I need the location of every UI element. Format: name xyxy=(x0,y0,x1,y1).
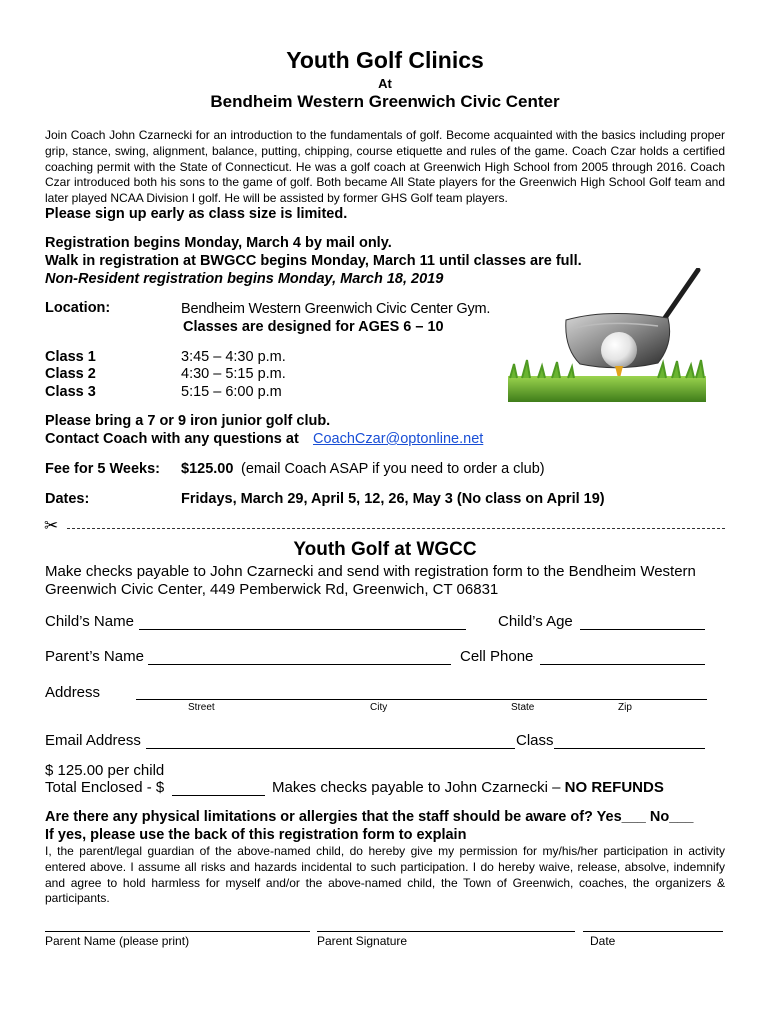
address-city-caption: City xyxy=(370,702,388,713)
child-name-field[interactable] xyxy=(139,629,466,630)
child-age-field[interactable] xyxy=(580,629,705,630)
payable-text: Makes checks payable to John Czarnecki – xyxy=(272,779,561,796)
scissors-icon: ✂ xyxy=(44,516,59,535)
payable-note xyxy=(272,779,664,796)
class-time: 4:30 – 5:15 p.m. xyxy=(181,366,286,382)
parent-name-field[interactable] xyxy=(148,664,451,665)
location-label: Location: xyxy=(45,300,111,316)
form-checks-line: Make checks payable to John Czarnecki and send with registration form to the Bendheim Western xyxy=(45,563,696,580)
cell-phone-field[interactable] xyxy=(540,664,705,665)
location-ages: Classes are designed for AGES 6 – 10 xyxy=(183,319,444,335)
class-time: 5:15 – 6:00 p.m xyxy=(181,384,282,400)
location-value: Bendheim Western Greenwich Civic Center Gym. xyxy=(181,301,491,317)
parent-signature-field[interactable] xyxy=(317,931,575,932)
email-label: Email Address xyxy=(45,732,141,749)
address-label: Address xyxy=(45,684,101,701)
form-checks-line: Greenwich Civic Center, 449 Pemberwick Rd, Greenwich, CT 06831 xyxy=(45,581,499,598)
address-field[interactable] xyxy=(136,699,707,700)
header-venue: Bendheim Western Greenwich Civic Center xyxy=(210,92,560,111)
child-age-label: Child’s Age xyxy=(498,613,573,630)
date-field[interactable] xyxy=(583,931,723,932)
club-note: Please bring a 7 or 9 iron junior golf club. xyxy=(45,413,331,429)
limitations-explain: If yes, please use the back of this registration form to explain xyxy=(45,827,467,843)
fee-label: Fee for 5 Weeks: xyxy=(45,461,160,477)
address-zip-caption: Zip xyxy=(618,702,632,713)
per-child-price: $ 125.00 per child xyxy=(45,762,165,779)
fee-note: (email Coach ASAP if you need to order a club) xyxy=(241,461,545,477)
date-label: Date xyxy=(590,934,616,948)
intro-paragraph: Join Coach John Czarnecki for an introduction to the fundamentals of golf. Become acquainted with the basics including proper grip, stance, swing, alignment, balance, putting, chipping, course etiquette and rules of the game. Coach Czar holds a certified coaching permit with the State of Connecticut. He was a golf coach at Greenwich High School from 2005 through 2016. Coach Czar introduced both his sons to the game of golf. Both became All State players for the Greenwich High School Golf team and later played NCAA Division I golf. He will be assisted by former GHS Golf team players. xyxy=(45,128,725,206)
contact-email-link[interactable]: CoachCzar@optonline.net xyxy=(313,431,484,447)
header-at: At xyxy=(378,76,392,91)
page-title: Youth Golf Clinics xyxy=(286,47,484,73)
parent-name-print-field[interactable] xyxy=(45,931,310,932)
class-label: Class xyxy=(516,732,554,749)
dates-value: Fridays, March 29, April 5, 12, 26, May 3 (No class on April 19) xyxy=(181,491,605,507)
email-field[interactable] xyxy=(146,748,515,749)
golf-club-image xyxy=(508,268,706,404)
child-name-label: Child’s Name xyxy=(45,613,134,630)
registration-mail: Registration begins Monday, March 4 by mail only. xyxy=(45,235,392,251)
limitations-question: Are there any physical limitations or allergies that the staff should be aware of? Yes___ No___ xyxy=(45,809,694,825)
address-street-caption: Street xyxy=(188,702,215,713)
class-name: Class 1 xyxy=(45,349,96,365)
form-title: Youth Golf at WGCC xyxy=(293,539,477,560)
parent-name-print-label: Parent Name (please print) xyxy=(45,934,190,948)
parent-name-label: Parent’s Name xyxy=(45,648,144,665)
class-field[interactable] xyxy=(554,748,705,749)
waiver-paragraph: I, the parent/legal guardian of the above-named child, do hereby give my permission for my/his/her participation in activity entered above. I assume all risks and hazards incidental to such participation. I do hereby waive, release, absolve, indemnify and agree to hold harmless for myself and/or the above-named child, the Town of Greenwich, coaches, the organizers & participants. xyxy=(45,844,725,906)
address-state-caption: State xyxy=(511,702,535,713)
no-refunds: NO REFUNDS xyxy=(564,779,664,796)
cut-line xyxy=(67,528,725,529)
signup-note: Please sign up early as class size is limited. xyxy=(45,206,348,222)
dates-label: Dates: xyxy=(45,491,90,507)
total-enclosed-field[interactable] xyxy=(172,795,265,796)
fee-amount: $125.00 xyxy=(181,461,234,477)
registration-non-resident: Non-Resident registration begins Monday, March 18, 2019 xyxy=(45,271,444,287)
parent-signature-label: Parent Signature xyxy=(317,934,408,948)
cell-phone-label: Cell Phone xyxy=(460,648,534,665)
class-name: Class 3 xyxy=(45,384,96,400)
class-time: 3:45 – 4:30 p.m. xyxy=(181,349,286,365)
registration-walk-in: Walk in registration at BWGCC begins Monday, March 11 until classes are full. xyxy=(45,253,582,269)
contact-text: Contact Coach with any questions at xyxy=(45,431,299,447)
total-enclosed-label: Total Enclosed - $ xyxy=(45,779,165,796)
class-name: Class 2 xyxy=(45,366,96,382)
